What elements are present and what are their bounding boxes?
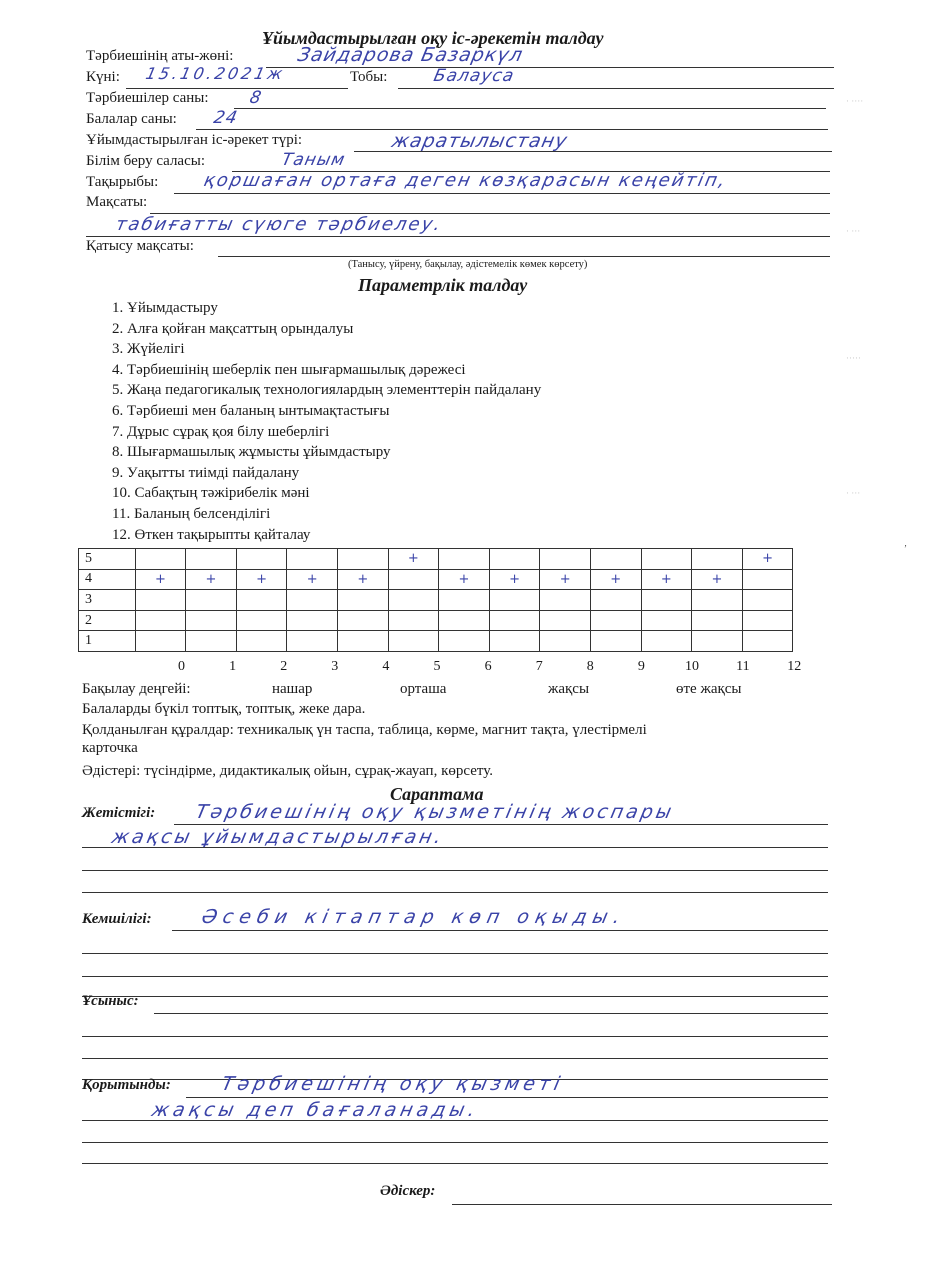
tools-line-1: Қолданылған құралдар: техникалық үн таспа, таблица, көрме, магнит тақта, үлестірмелі	[82, 722, 647, 738]
topic-underline	[174, 193, 830, 194]
grid-cell	[439, 590, 490, 611]
achievement-text-2: жақсы ұйымдастырылған.	[109, 826, 447, 848]
grid-mark: +	[135, 569, 186, 590]
attendance-note: (Танысу, үйрену, бақылау, әдістемелік көмек көрсету)	[348, 259, 588, 270]
grid-row	[79, 590, 793, 611]
grid-row	[79, 569, 793, 590]
goal-value: табиғатты сүюге тәрбиелеу.	[113, 214, 445, 235]
observation-level-label: Бақылау деңгейі:	[82, 681, 191, 697]
grid-mark: +	[742, 549, 793, 570]
grid-cell	[388, 631, 439, 652]
parametric-item: 2. Алға қойған мақсаттың орындалуы	[112, 320, 354, 337]
grid-cell	[236, 631, 287, 652]
grid-cell	[742, 631, 793, 652]
grid-mark: +	[236, 569, 287, 590]
conclusion-underline-1	[186, 1097, 828, 1098]
grid-cell	[692, 610, 743, 631]
grid-cell	[540, 549, 591, 570]
grid-cell	[287, 549, 338, 570]
grid-cell	[590, 610, 641, 631]
grid-cell	[287, 610, 338, 631]
topic-value: қоршаған ортаға деген көзқарасын кеңейтіп,	[201, 170, 729, 191]
grid-cell	[186, 631, 237, 652]
grid-cell	[641, 549, 692, 570]
x-tick-label: 3	[331, 659, 339, 674]
shortcoming-label: Кемшілігі:	[82, 911, 152, 927]
achievement-line-3	[82, 870, 828, 871]
children-count-label: Балалар саны:	[86, 111, 177, 127]
grid-cell	[135, 631, 186, 652]
methodist-label: Әдіскер:	[380, 1183, 436, 1199]
grid-mark: +	[439, 569, 490, 590]
parametric-item: 1. Ұйымдастыру	[112, 300, 218, 316]
grid-cell	[388, 569, 439, 590]
date-underline	[126, 88, 348, 89]
grid-cell	[590, 590, 641, 611]
grid-cell	[540, 590, 591, 611]
children-line: Балаларды бүкіл топтық, топтық, жеке дара.	[82, 701, 366, 717]
achievement-underline-1	[174, 824, 828, 825]
x-tick-label: 4	[382, 659, 390, 674]
grid-cell	[590, 631, 641, 652]
education-area-label: Білім беру саласы:	[86, 153, 205, 169]
grid-row	[79, 549, 793, 570]
grid-cell	[742, 590, 793, 611]
grid-row-label: 3	[79, 590, 136, 611]
parametric-item: 4. Тәрбиешінің шеберлік пен шығармашылық дәрежесі	[112, 361, 466, 378]
grid-mark: +	[489, 569, 540, 590]
observation-level-weak: нашар	[272, 681, 313, 697]
date-label: Күні:	[86, 69, 120, 85]
grid-row	[79, 610, 793, 631]
x-tick-label: 6	[484, 659, 492, 674]
grid-mark: +	[692, 569, 743, 590]
teachers-count-label: Тәрбиешілер саны:	[86, 90, 209, 106]
grid-cell	[692, 631, 743, 652]
grid-cell	[337, 590, 388, 611]
grid-mark: +	[287, 569, 338, 590]
methodist-underline	[452, 1204, 832, 1205]
x-tick-label: 10	[685, 659, 699, 674]
scan-speck: · ···	[846, 226, 861, 236]
grid-cell	[337, 610, 388, 631]
parametric-item: 6. Тәрбиеші мен баланың ынтымақтастығы	[112, 402, 390, 419]
observation-level-good: жақсы	[548, 681, 590, 697]
rating-grid	[78, 548, 793, 652]
page-title: Ұйымдастырылған оқу іс-әрекетін талдау	[262, 28, 604, 48]
observation-level-excellent: өте жақсы	[676, 681, 742, 697]
grid-cell	[135, 590, 186, 611]
shortcoming-underline-1	[172, 930, 828, 931]
teacher-value: Зайдарова Базаркүл	[295, 44, 526, 66]
x-tick-label: 9	[637, 659, 645, 674]
grid-mark: +	[590, 569, 641, 590]
topic-label: Тақырыбы:	[86, 174, 159, 190]
parametric-item: 5. Жаңа педагогикалық технологиялардың элементтерін пайдалану	[112, 382, 542, 399]
grid-cell	[742, 569, 793, 590]
x-tick-label: 5	[433, 659, 441, 674]
conclusion-line-3	[82, 1142, 828, 1143]
group-label: Тобы:	[350, 69, 388, 85]
shortcoming-text-1: Әсеби кітаптар көп оқыды.	[199, 906, 629, 928]
evaluation-title: Сараптама	[390, 784, 484, 804]
grid-cell	[439, 549, 490, 570]
grid-cell	[439, 610, 490, 631]
attendance-goal-label: Қатысу мақсаты:	[86, 238, 194, 254]
grid-cell	[540, 610, 591, 631]
grid-cell	[236, 590, 287, 611]
conclusion-text-1: Тәрбиешінің оқу қызметі	[219, 1073, 566, 1095]
grid-cell	[489, 610, 540, 631]
parametric-item: 12. Өткен тақырыпты қайталау	[112, 526, 311, 543]
proposal-underline-1	[154, 1013, 828, 1014]
goal-underline-2	[86, 236, 830, 237]
grid-cell	[388, 590, 439, 611]
grid-cell	[186, 610, 237, 631]
grid-row-label: 5	[79, 549, 136, 570]
education-area-value: Таным	[279, 150, 348, 170]
grid-mark: +	[641, 569, 692, 590]
grid-cell	[641, 590, 692, 611]
grid-cell	[641, 631, 692, 652]
x-tick-label: 7	[535, 659, 543, 674]
grid-cell	[236, 610, 287, 631]
grid-cell	[186, 549, 237, 570]
activity-type-value: жаратылыстану	[389, 130, 570, 152]
children-count-value: 24	[211, 108, 240, 128]
achievement-label: Жетістігі:	[82, 805, 156, 821]
grid-row-label: 2	[79, 610, 136, 631]
parametric-item: 11. Баланың белсенділігі	[112, 505, 271, 522]
proposal-line-2	[82, 1036, 828, 1037]
grid-row-label: 4	[79, 569, 136, 590]
parametric-item: 7. Дұрыс сұрақ қоя білу шеберлігі	[112, 423, 330, 440]
activity-type-label: Ұйымдастырылған іс-әрекет түрі:	[86, 132, 303, 148]
date-value: 15.10.2021ж	[143, 64, 288, 83]
grid-row-label: 1	[79, 631, 136, 652]
teacher-label: Тәрбиешінің аты-жөні:	[86, 48, 234, 64]
grid-cell	[337, 631, 388, 652]
grid-row	[79, 631, 793, 652]
grid-cell	[388, 610, 439, 631]
grid-cell	[135, 549, 186, 570]
x-tick-label: 1	[229, 659, 237, 674]
grid-mark: +	[540, 569, 591, 590]
conclusion-text-2: жақсы деп бағаланады.	[149, 1099, 481, 1121]
achievement-line-4	[82, 892, 828, 893]
group-underline	[398, 88, 834, 89]
attendance-goal-underline	[218, 256, 830, 257]
grid-cell	[590, 549, 641, 570]
parametric-title: Параметрлік талдау	[358, 275, 528, 295]
parametric-item: 8. Шығармашылық жұмысты ұйымдастыру	[112, 444, 391, 461]
grid-mark: +	[186, 569, 237, 590]
parametric-list	[112, 298, 541, 545]
x-tick-label: 11	[736, 659, 750, 674]
x-tick-label: 0	[178, 659, 185, 674]
grid-cell	[489, 549, 540, 570]
scan-speck: ‚	[904, 538, 907, 548]
scan-speck: · ···	[846, 488, 861, 498]
shortcoming-line-2	[82, 953, 828, 954]
group-value: Балауса	[431, 66, 517, 86]
grid-cell	[186, 590, 237, 611]
grid-cell	[692, 590, 743, 611]
x-tick-label: 2	[280, 659, 288, 674]
parametric-item: 10. Сабақтың тәжірибелік мәні	[112, 485, 310, 502]
conclusion-line-4	[82, 1163, 828, 1164]
teachers-count-underline	[234, 108, 826, 109]
goal-label: Мақсаты:	[86, 194, 148, 210]
teachers-count-value: 8	[247, 88, 264, 108]
proposal-label: Ұсыныс:	[82, 993, 139, 1009]
conclusion-label: Қорытынды:	[82, 1077, 171, 1093]
teacher-underline	[266, 67, 834, 68]
grid-mark: +	[388, 549, 439, 570]
grid-cell	[540, 631, 591, 652]
parametric-item: 9. Уақытты тиімді пайдалану	[112, 464, 300, 481]
grid-mark: +	[337, 569, 388, 590]
tools-line-2: карточка	[82, 740, 138, 756]
parametric-item: 3. Жүйелігі	[112, 341, 185, 358]
grid-cell	[489, 631, 540, 652]
methods-line: Әдістері: түсіндірме, дидактикалық ойын, сұрақ-жауап, көрсету.	[82, 763, 493, 779]
grid-cell	[236, 549, 287, 570]
grid-cell	[287, 590, 338, 611]
shortcoming-line-3	[82, 976, 828, 977]
grid-cell	[641, 610, 692, 631]
scan-speck: ·····	[846, 353, 861, 363]
grid-cell	[489, 590, 540, 611]
x-tick-label: 8	[586, 659, 594, 674]
grid-cell	[439, 631, 490, 652]
shortcoming-line-4	[82, 996, 828, 997]
grid-cell	[287, 631, 338, 652]
observation-level-average: орташа	[400, 681, 447, 697]
scan-speck: · ····	[846, 96, 864, 106]
grid-cell	[692, 549, 743, 570]
achievement-text-1: Тәрбиешінің оқу қызметінің жоспары	[193, 801, 677, 823]
grid-cell	[742, 610, 793, 631]
grid-cell	[135, 610, 186, 631]
x-tick-label: 12	[787, 659, 802, 674]
proposal-line-3	[82, 1058, 828, 1059]
grid-cell	[337, 549, 388, 570]
